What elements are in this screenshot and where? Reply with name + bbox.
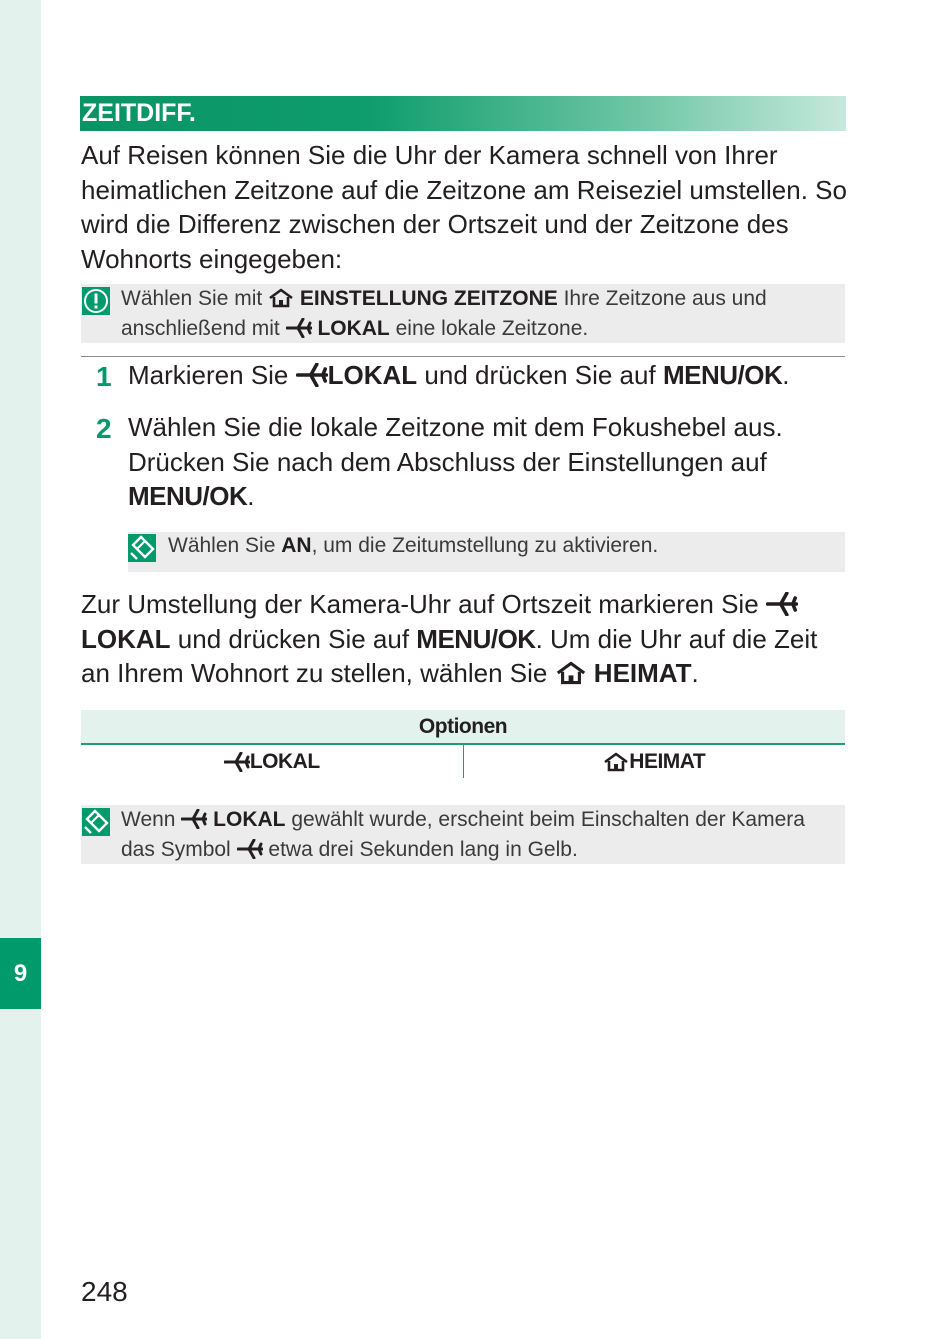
house-icon	[603, 752, 629, 772]
step-2	[96, 410, 826, 514]
option-local[interactable]	[81, 745, 463, 778]
intro-paragraph: Auf Reisen können Sie die Uhr der Kamera schnell von Ihrer heimatlichen Zeitzone auf die Zeitzone am Reiseziel umstellen. So wird die Differenz zwischen der Ortszeit und der Zeitzone des Wohnorts eingegeben:	[81, 140, 847, 274]
chapter-number: 9	[13, 959, 28, 987]
on-value: AN	[281, 534, 312, 557]
plane-icon	[237, 839, 263, 859]
options-header: Optionen	[81, 710, 845, 745]
tip-text: gewählt wurde, erscheint beim Einschalten der Kamera das Symbol	[121, 808, 805, 861]
plane-icon	[286, 318, 312, 338]
plane-icon	[766, 592, 798, 616]
plane-icon	[224, 752, 250, 772]
home-label: HEIMAT	[593, 658, 692, 688]
tip-icon	[128, 534, 156, 562]
paragraph-text: Zur Umstellung der Kamera-Uhr auf Ortszeit markieren Sie	[81, 589, 759, 619]
options-row	[81, 745, 845, 778]
tip-text: Wählen Sie	[168, 534, 276, 557]
menu-ok-key: MENU/OK	[128, 481, 248, 511]
local-label: LOKAL	[327, 360, 418, 390]
tip-note	[128, 532, 845, 572]
step-1	[96, 358, 826, 393]
caution-pre: Wählen Sie mit	[121, 287, 263, 310]
step-text: Markieren Sie	[128, 360, 289, 390]
page-number: 248	[81, 1276, 128, 1307]
tip-text: etwa drei Sekunden lang in Gelb.	[268, 837, 578, 861]
option-label: HEIMAT	[629, 749, 706, 773]
house-icon	[268, 288, 294, 308]
caution-icon	[82, 287, 110, 315]
menu-ok-key: MENU/OK	[416, 623, 536, 654]
local-label: LOKAL	[213, 808, 286, 831]
step-text: und drücken Sie auf	[424, 360, 656, 390]
tip-text: , um die Zeitumstellung zu aktivieren.	[311, 534, 659, 557]
divider	[81, 356, 845, 357]
option-label: LOKAL	[249, 749, 320, 773]
menu-ok-key: MENU/OK	[662, 360, 783, 390]
local-home-paragraph	[81, 587, 851, 691]
tip-note	[81, 805, 845, 864]
paragraph-text: und drücken Sie auf	[177, 623, 410, 654]
step-number: 2	[96, 413, 112, 444]
step-number: 1	[96, 361, 112, 392]
paragraph-text: . Um die Uhr auf die Zeit an Ihrem Wohnort zu stellen, wählen Sie	[81, 623, 818, 688]
step-text: .	[782, 360, 790, 390]
setting-name: EINSTELLUNG ZEITZONE	[299, 287, 558, 310]
chapter-sidebar	[0, 0, 41, 1339]
plane-icon	[296, 363, 328, 387]
tip-icon	[82, 808, 110, 836]
chapter-tab[interactable]	[0, 938, 41, 1009]
step-text: Wählen Sie die lokale Zeitzone mit dem Fokushebel aus. Drücken Sie nach dem Abschluss der Einstellungen auf	[128, 412, 783, 477]
house-icon	[555, 661, 587, 685]
options-table	[81, 710, 845, 778]
caution-note	[81, 284, 845, 343]
caution-post: eine lokale Zeitzone.	[395, 316, 589, 340]
local-label: LOKAL	[81, 623, 171, 654]
tip-text: Wenn	[121, 808, 176, 831]
plane-icon	[181, 809, 207, 829]
option-home[interactable]	[463, 745, 846, 778]
caution-mid: Ihre Zeitzone aus und anschließend mit	[121, 287, 767, 340]
paragraph-text: .	[691, 658, 699, 688]
local-label: LOKAL	[317, 316, 390, 340]
section-title: ZEITDIFF.	[80, 96, 846, 131]
step-text: .	[247, 481, 255, 511]
